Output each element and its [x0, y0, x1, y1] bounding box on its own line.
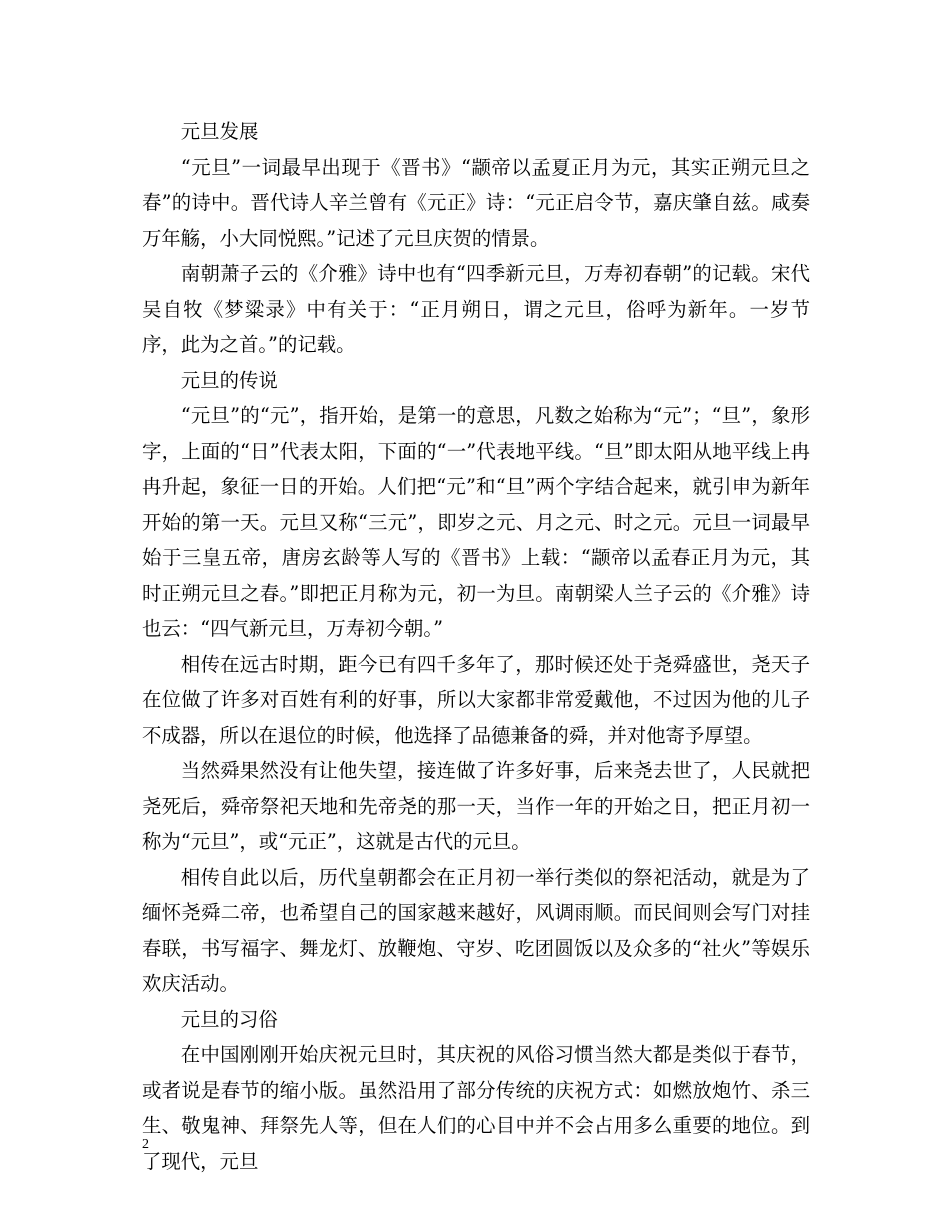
- para-xisu-1: 在中国刚刚开始庆祝元旦时，其庆祝的风俗习惯当然大都是类似于春节，或者说是春节的缩小版。虽然沿用了部分传统的庆祝方式：如燃放炮竹、杀三生、敬鬼神、拜祭先人等，但在人们的心目中并不会占用多么重要的地位。到了现代，元旦: [142, 1043, 810, 1173]
- para-chuanshuo-2: 相传在远古时期，距今已有四千多年了，那时候还处于尧舜盛世，尧天子在位做了许多对百姓有利的好事，所以大家都非常爱戴他，不过因为他的儿子不成器，所以在退位的时候，他选择了品德兼备的舜，并对他寄予厚望。: [142, 652, 810, 747]
- page-number: 2: [142, 1137, 149, 1152]
- para-fazhan-1: “元旦”一词最早出现于《晋书》“颛帝以孟夏正月为元，其实正朔元旦之春”的诗中。晋代诗人辛兰曾有《元正》诗：“元正启令节，嘉庆肇自兹。咸奏万年觞，小大同悦熙。”记述了元旦庆贺的情景。: [142, 155, 810, 250]
- heading-yuandan-chuanshuo: 元旦的传说: [180, 368, 278, 392]
- document-body: [142, 114, 810, 1179]
- heading-yuandan-fazhan: 元旦发展: [180, 120, 259, 143]
- para-chuanshuo-1: “元旦”的“元”，指开始，是第一的意思，凡数之始称为“元”；“旦”，象形字，上面的“日”代表太阳，下面的“一”代表地平线。“旦”即太阳从地平线上冉冉升起，象征一日的开始。人们把“元”和“旦”两个字结合起来，就引申为新年开始的第一天。元旦又称“三元”，即岁之元、月之元、时之元。元旦一词最早始于三皇五帝，唐房玄龄等人写的《晋书》上载：“颛帝以孟春正月为元，其时正朔元旦之春。”即把正月称为元，初一为旦。南朝梁人兰子云的《介雅》诗也云：“四气新元旦，万寿初今朝。”: [142, 404, 810, 640]
- heading-yuandan-xisu: 元旦的习俗: [180, 1007, 278, 1031]
- para-chuanshuo-4: 相传自此以后，历代皇朝都会在正月初一举行类似的祭祀活动，就是为了缅怀尧舜二帝，也希望自己的国家越来越好，风调雨顺。而民间则会写门对挂春联，书写福字、舞龙灯、放鞭炮、守岁、吃团圆饭以及众多的“社火”等娱乐欢庆活动。: [142, 865, 810, 995]
- para-fazhan-2: 南朝萧子云的《介雅》诗中也有“四季新元旦，万寿初春朝”的记载。宋代吴自牧《梦粱录》中有关于：“正月朔日，谓之元旦，俗呼为新年。一岁节序，此为之首。”的记载。: [142, 262, 810, 356]
- para-chuanshuo-3: 当然舜果然没有让他失望，接连做了许多好事，后来尧去世了，人民就把尧死后，舜帝祭祀天地和先帝尧的那一天，当作一年的开始之日，把正月初一称为“元旦”，或“元正”，这就是古代的元旦。: [142, 759, 810, 853]
